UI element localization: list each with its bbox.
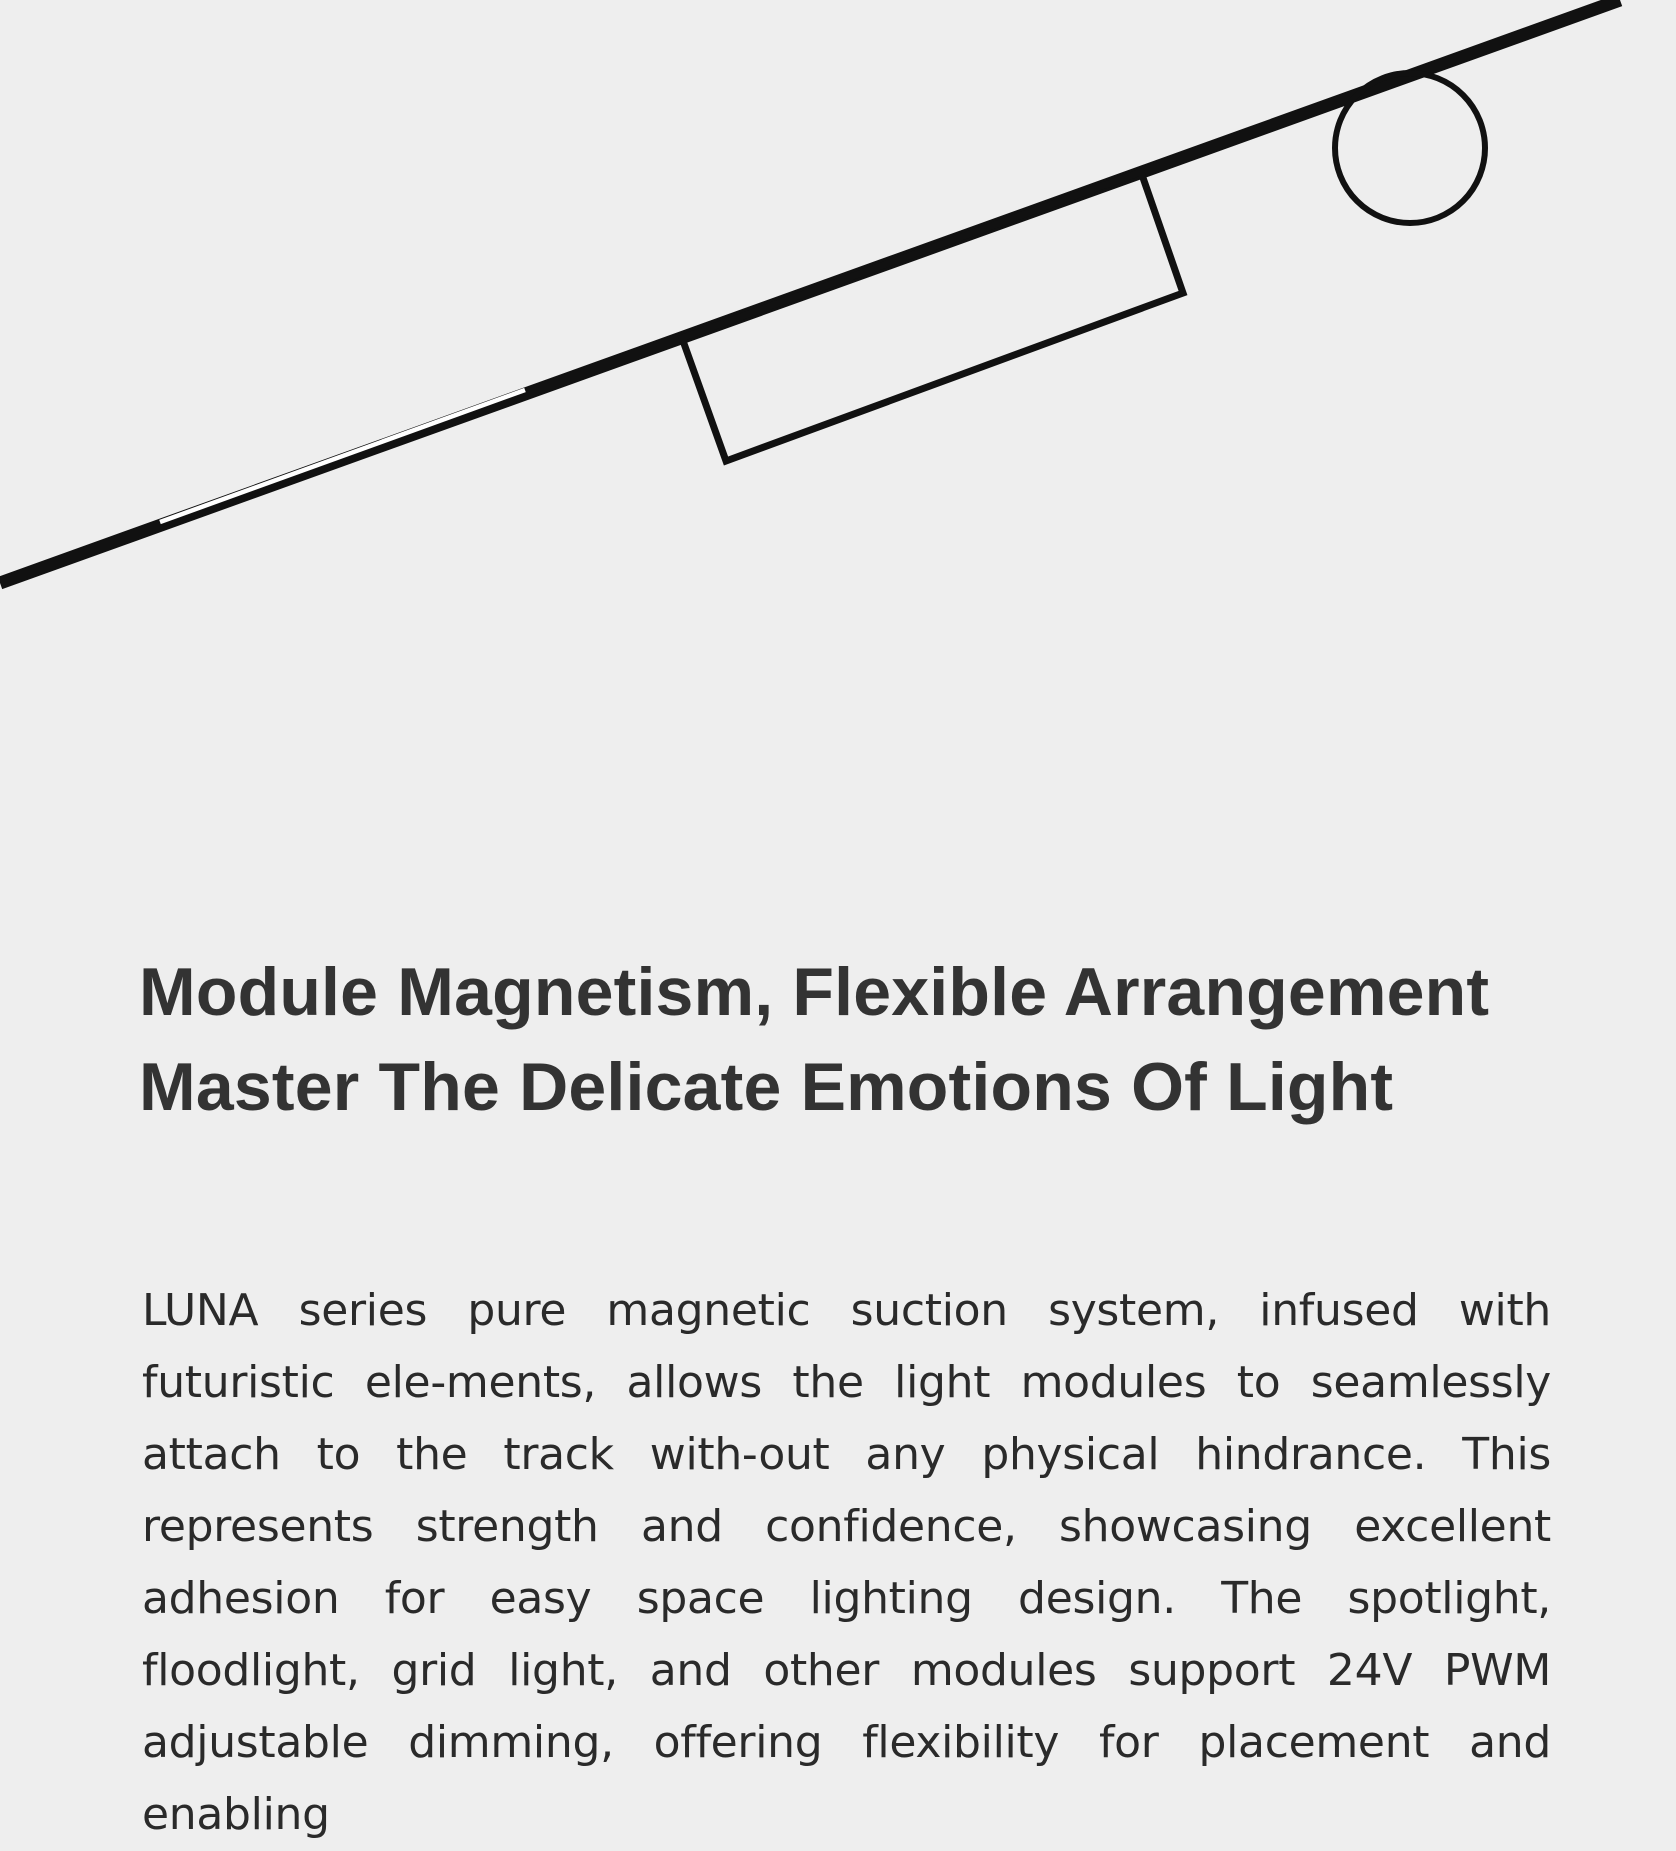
- round-spotlight-module: [1335, 73, 1485, 223]
- headline-line-2: Master The Delicate Emotions Of Light: [139, 1049, 1394, 1125]
- track-highlight-strip: [160, 390, 525, 522]
- description-paragraph: LUNA series pure magnetic suction system, infused with futuristic ele-ments, allows the light modules to seamlessly attach to the track with-out any physical hindrance. This represents strength and confidence, showcasing excellent adhesion for easy space lighting design. The spotlight, floodlight, grid light, and other modules support 24V PWM adjustable dimming, offering flexibility for placement and enabling: [142, 1285, 1551, 1840]
- track-light-illustration: [0, 0, 1676, 700]
- headline-line-1: Module Magnetism, Flexible Arrangement: [139, 954, 1490, 1030]
- headline: [139, 945, 1559, 1135]
